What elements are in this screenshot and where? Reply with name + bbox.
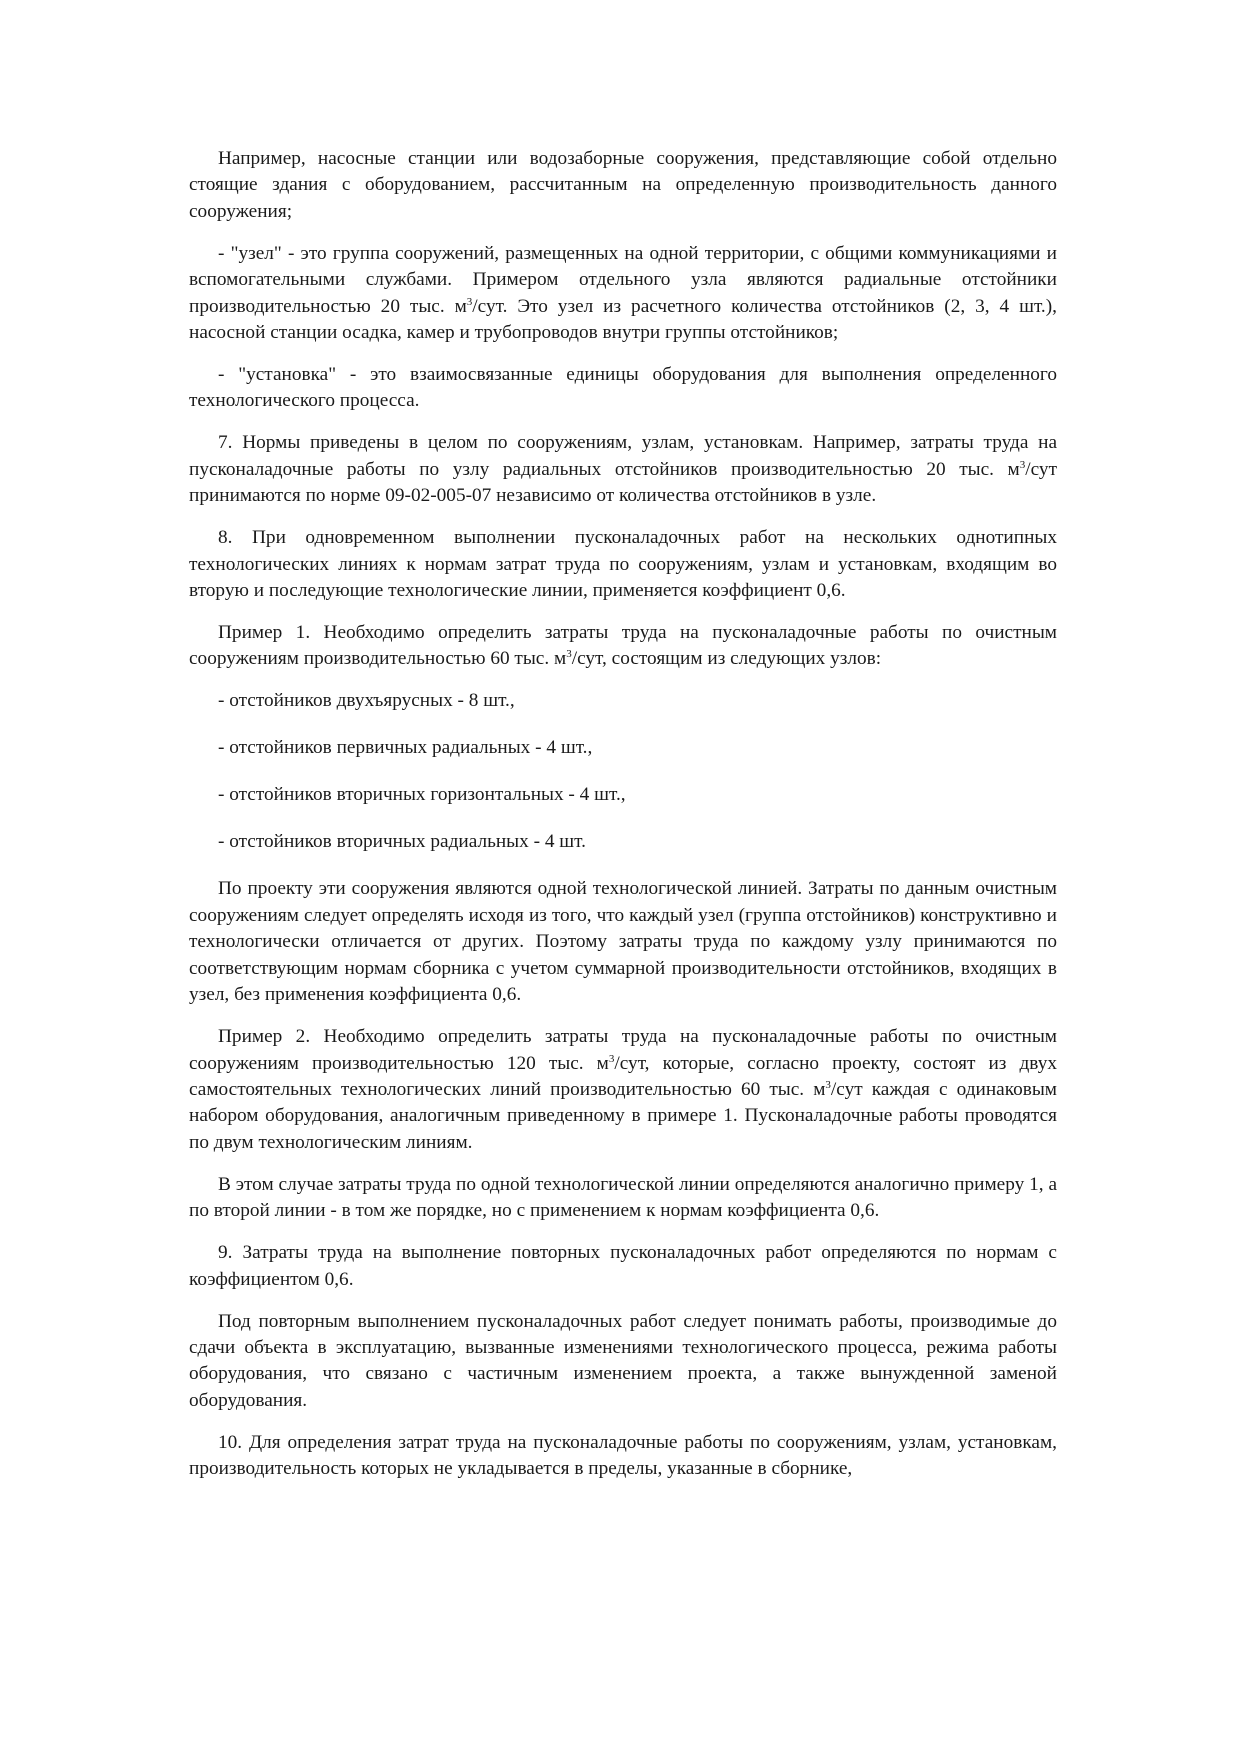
text-segment: - "узел" - это группа сооружений, размещенных на одной территории, с общими коммуникациями и вспомогательными службами. Примером отдельного узла являются радиальные отстойники производительностью 20 тыс. м	[189, 242, 1057, 317]
text-segment: 7. Нормы приведены в целом по сооружениям, узлам, установкам. Например, затраты труда на пусконаладочные работы по узлу радиальных отстойников производительностью 20 тыс. м	[189, 432, 1057, 480]
text-segment: 8. При одновременном выполнении пусконаладочных работ на нескольких однотипных технологических линиях к нормам затрат труда по сооружениям, узлам и установкам, входящим во вторую и последующие технологические линии, применяется коэффициент 0,6.	[189, 527, 1057, 602]
paragraph	[189, 620, 1057, 673]
superscript: 3	[566, 648, 572, 661]
text-segment: 9. Затраты труда на выполнение повторных пусконаладочных работ определяются по нормам с коэффициентом 0,6.	[189, 1242, 1057, 1290]
paragraph	[189, 430, 1057, 509]
text-segment: Пример 1. Необходимо определить затраты труда на пусконаладочные работы по очистным сооружениям производительностью 60 тыс. м	[189, 622, 1057, 670]
text-segment: - "установка" - это взаимосвязанные единицы оборудования для выполнения определенного технологического процесса.	[189, 364, 1057, 412]
list-item	[189, 829, 1057, 855]
paragraph	[189, 362, 1057, 415]
document-page	[189, 146, 1057, 1498]
list-item	[189, 782, 1057, 808]
text-segment: Под повторным выполнением пусконаладочных работ следует понимать работы, производимые до сдачи объекта в эксплуатацию, вызванные изменениями технологического процесса, режима работы оборудования, что связано с частичным изменением проекта, а также вынужденной заменой оборудования.	[189, 1310, 1057, 1411]
text-segment: По проекту эти сооружения являются одной технологической линией. Затраты по данным очистным сооружениям следует определять исходя из того, что каждый узел (группа отстойников) конструктивно и технологически отличается от других. Поэтому затраты труда по каждому узлу принимаются по соответствующим нормам сборника с учетом суммарной производительности отстойников, входящих в узел, без применения коэффициента 0,6.	[189, 878, 1057, 1006]
paragraph	[189, 146, 1057, 225]
text-segment: /сут, которые, согласно проекту, состоят из двух самостоятельных технологических линий производительностью 60 тыс. м	[189, 1052, 1057, 1100]
text-segment: 10. Для определения затрат труда на пусконаладочные работы по сооружениям, узлам, установкам, производительность которых не укладывается в пределы, указанные в сборнике,	[189, 1431, 1057, 1480]
paragraph	[189, 1240, 1057, 1293]
paragraph	[189, 241, 1057, 347]
text-segment: /сут принимаются по норме 09-02-005-07 независимо от количества отстойников в узле.	[189, 458, 1057, 507]
text-segment: - отстойников вторичных радиальных - 4 шт.	[218, 831, 586, 853]
paragraph	[189, 1430, 1057, 1483]
superscript: 3	[608, 1052, 615, 1065]
text-segment: - отстойников двухъярусных - 8 шт.,	[218, 690, 515, 712]
superscript: 3	[466, 295, 473, 308]
text-segment: /сут каждая с одинаковым набором оборудования, аналогичным приведенному в примере 1. Пусконаладочные работы проводятся по двум технологическим линиям.	[189, 1078, 1057, 1153]
paragraph	[189, 1309, 1057, 1415]
text-segment: В этом случае затраты труда по одной технологической линии определяются аналогично примеру 1, а по второй линии - в том же порядке, но с применением к нормам коэффициента 0,6.	[189, 1173, 1057, 1222]
text-segment: Пример 2. Необходимо определить затраты труда на пусконаладочные работы по очистным сооружениям производительностью 120 тыс. м	[189, 1026, 1057, 1074]
superscript: 3	[825, 1078, 831, 1091]
text-segment: - отстойников первичных радиальных - 4 шт.,	[218, 737, 593, 759]
list-item	[189, 688, 1057, 714]
text-segment: /сут, состоящим из следующих узлов:	[571, 648, 882, 670]
list-item	[189, 735, 1057, 761]
paragraph	[189, 876, 1057, 1008]
paragraph	[189, 1024, 1057, 1156]
paragraph	[189, 525, 1057, 604]
text-segment: Например, насосные станции или водозаборные сооружения, представляющие собой отдельно стоящие здания с оборудованием, рассчитанным на определенную производительность данного сооружения;	[189, 148, 1057, 222]
text-segment: - отстойников вторичных горизонтальных - 4 шт.,	[218, 784, 626, 806]
paragraph	[189, 1172, 1057, 1225]
text-segment: /сут. Это узел из расчетного количества отстойников (2, 3, 4 шт.), насосной станции осадка, камер и трубопроводов внутри группы отстойников;	[189, 295, 1057, 344]
superscript: 3	[1019, 458, 1026, 471]
